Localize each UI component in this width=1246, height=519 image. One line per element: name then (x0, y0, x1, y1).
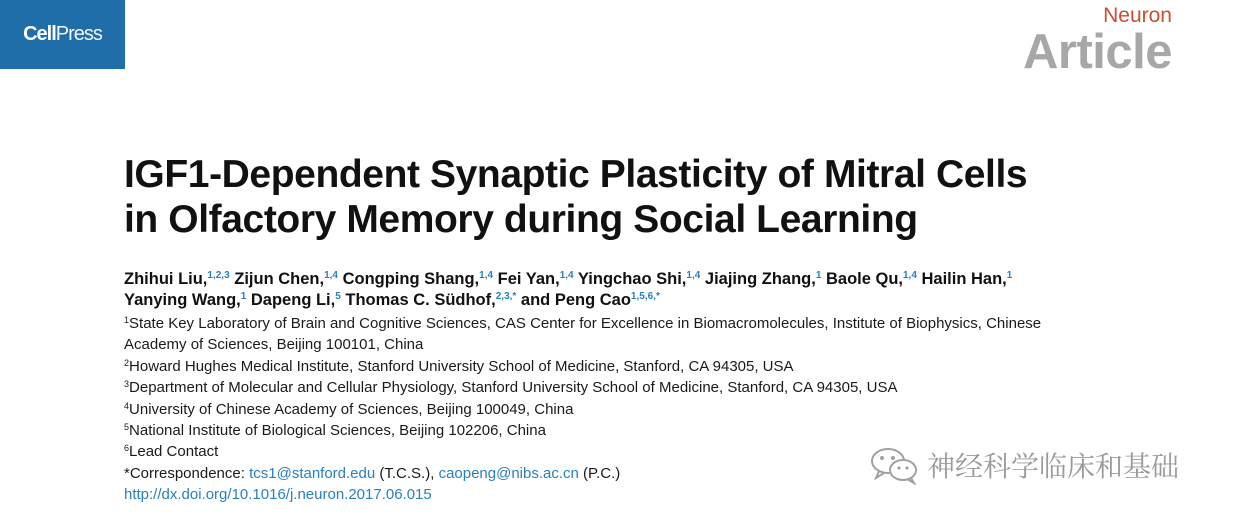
affiliation-number: 5 (124, 422, 130, 433)
title-line-2: in Olfactory Memory during Social Learning (124, 198, 918, 241)
author-name: Dapeng Li, (250, 291, 336, 309)
correspondence-label: *Correspondence: (124, 464, 250, 482)
author (234, 270, 338, 288)
author-name: Yanying Wang, (124, 291, 241, 309)
correspondence-note: (P.C.) (578, 464, 621, 482)
author-affil-sup: 1,4 (479, 270, 494, 281)
author-name: Fei Yan, (497, 270, 560, 288)
author-name: and Peng Cao (520, 291, 631, 309)
correspondence-note: (T.C.S.), (375, 464, 439, 482)
author-name: Congping Shang, (342, 270, 480, 288)
author (578, 270, 700, 288)
author-name: Thomas C. Südhof, (345, 291, 496, 309)
author-name: Zhihui Liu, (124, 270, 208, 288)
author-name: Hailin Han, (921, 270, 1007, 288)
author-list (124, 269, 1204, 311)
author-affil-sup: 1,4 (903, 270, 917, 281)
author-affil-sup: 1 (1006, 270, 1013, 281)
email-link-tcs[interactable]: tcs1@stanford.edu (249, 464, 376, 482)
affiliation-text: University of Chinese Academy of Sciences, Beijing 100049, China (129, 400, 574, 418)
author-name: Jiajing Zhang, (704, 270, 816, 288)
doi-link[interactable]: http://dx.doi.org/10.1016/j.neuron.2017.06.015 (124, 486, 432, 504)
logo-press-text: Press (55, 23, 102, 45)
cellpress-logo (0, 0, 125, 69)
paper-title (124, 152, 1124, 242)
author-line-2 (124, 290, 1204, 311)
author (705, 270, 822, 288)
title-line-1: IGF1-Dependent Synaptic Plasticity of Mitral Cells (124, 153, 1028, 196)
author-affil-sup: 1,4 (324, 270, 338, 281)
journal-name: Neuron (1103, 4, 1172, 27)
wechat-icon (869, 445, 921, 485)
affiliation-number: 1 (124, 315, 130, 325)
author-line-1 (124, 269, 1204, 290)
affiliation (124, 313, 1194, 334)
watermark-text: 神经科学临床和基础 (927, 450, 1180, 483)
article-type: Article (1022, 25, 1172, 79)
author (826, 270, 917, 288)
email-link-pc[interactable]: caopeng@nibs.ac.cn (438, 464, 579, 482)
author-affil-sup: 1,4 (686, 270, 701, 281)
affiliation-text: Academy of Sciences, Beijing 100101, China (124, 336, 424, 354)
affiliation-number: 2 (124, 357, 130, 368)
author (521, 291, 660, 309)
author-name: Zijun Chen, (234, 270, 325, 288)
affiliation (124, 399, 1194, 420)
author-name: Baole Qu, (825, 270, 903, 288)
affiliation (124, 356, 1194, 377)
affiliation-text: Lead Contact (129, 443, 219, 461)
watermark (869, 445, 1179, 485)
author-affil-sup: 1 (815, 270, 822, 281)
author (251, 291, 341, 309)
affiliation-number: 4 (124, 400, 130, 411)
affiliation (124, 377, 1194, 398)
affiliation (124, 334, 1194, 355)
affiliation-text: Department of Molecular and Cellular Physiology, Stanford University School of Medicine, Stanford, CA 94305, USA (129, 379, 898, 397)
affiliation-text: National Institute of Biological Sciences, Beijing 102206, China (129, 422, 546, 440)
author-affil-sup: 1,2,3 (207, 270, 230, 281)
affiliation-number: 3 (124, 379, 130, 390)
author (124, 270, 230, 288)
author-affil-sup: 1,4 (559, 270, 574, 281)
author-affil-sup: 2,3,* (495, 291, 517, 302)
affiliation-text: State Key Laboratory of Brain and Cognitive Sciences, CAS Center for Excellence in Biomacromolecules, Institute of Biophysics, Chinese (129, 315, 1042, 332)
affiliation (124, 420, 1194, 441)
affiliation-text: Howard Hughes Medical Institute, Stanford University School of Medicine, Stanford, CA 94305, USA (129, 357, 794, 375)
affiliation-number: 6 (124, 443, 130, 454)
author (345, 291, 516, 309)
author-affil-sup: 1 (240, 291, 247, 302)
author (498, 270, 574, 288)
author (922, 270, 1013, 288)
author (124, 291, 246, 309)
author-name: Yingchao Shi, (577, 270, 687, 288)
author-affil-sup: 1,5,6,* (630, 291, 660, 302)
author (343, 270, 493, 288)
author-affil-sup: 5 (335, 291, 341, 302)
logo-cell-text: Cell (23, 23, 56, 45)
